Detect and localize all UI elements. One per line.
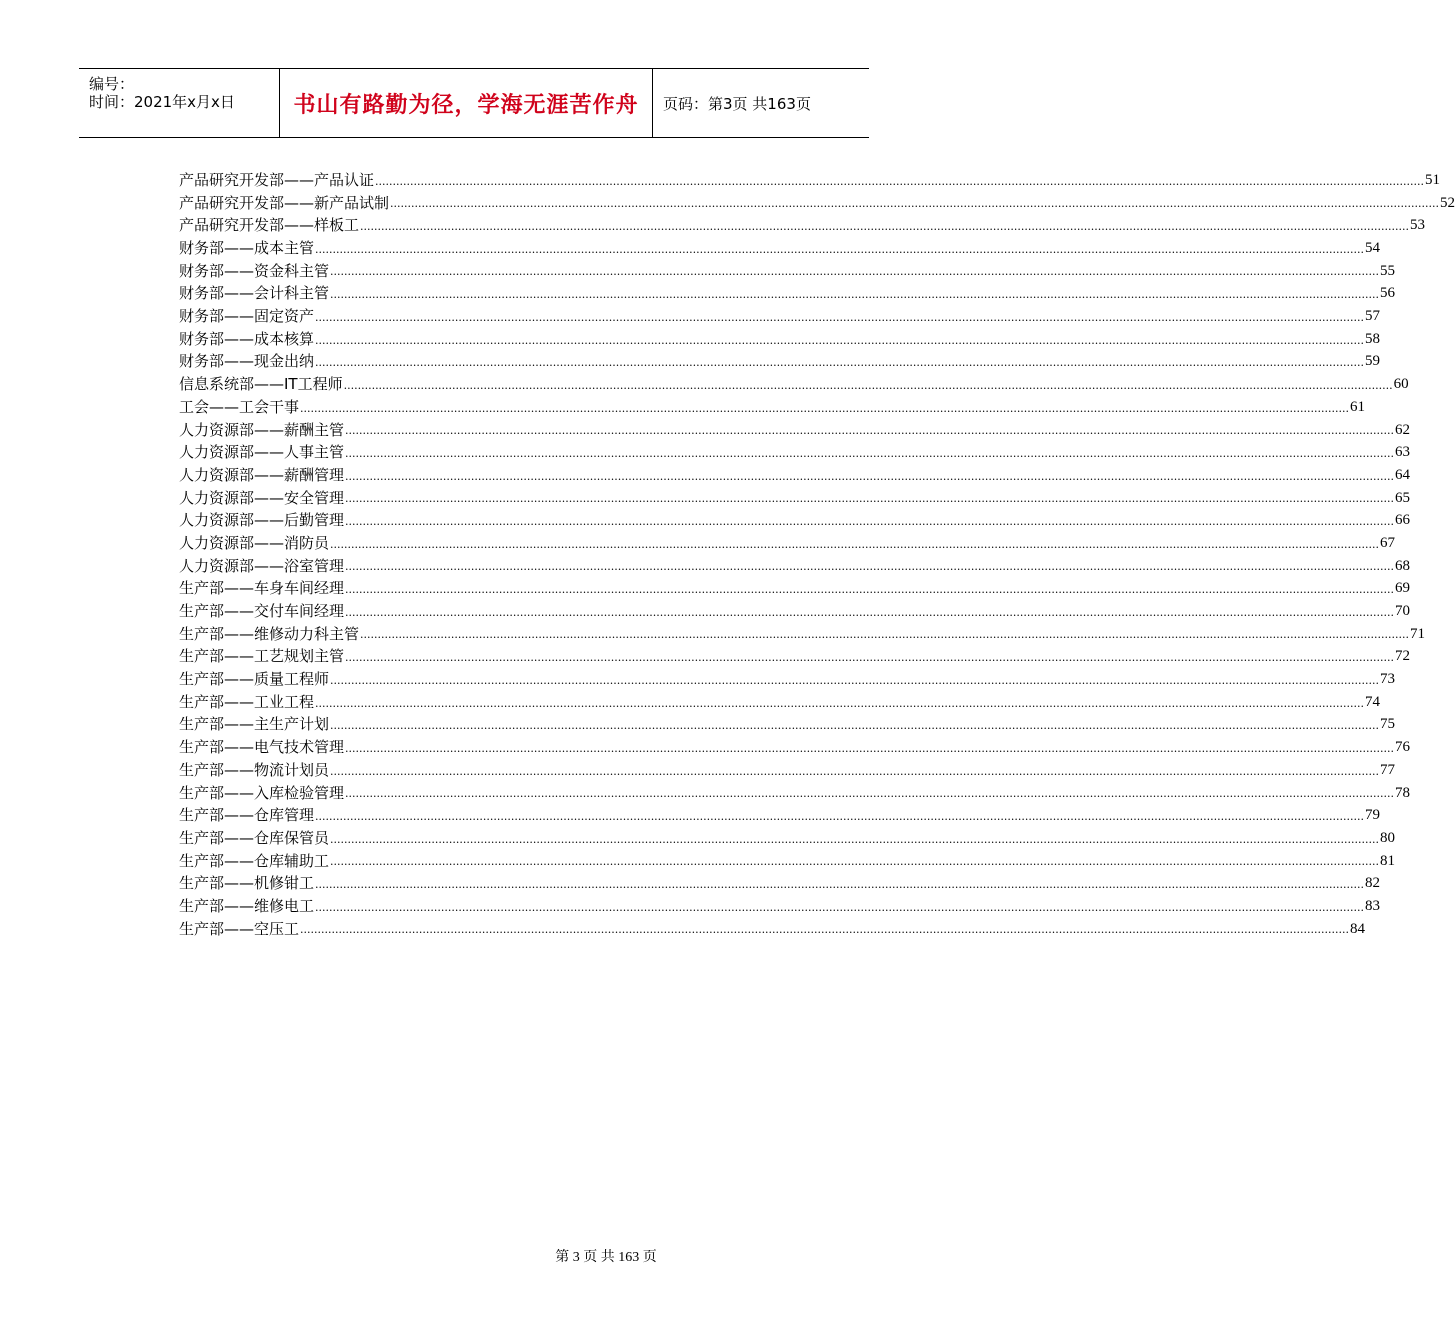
toc-entry[interactable] bbox=[179, 850, 1395, 873]
time-label: 时间：2021年x月x日 bbox=[89, 93, 235, 111]
toc-entry-page: 53 bbox=[1410, 217, 1425, 234]
toc-entry[interactable] bbox=[179, 555, 1410, 578]
toc-entry[interactable] bbox=[179, 759, 1395, 782]
toc-entry[interactable] bbox=[179, 328, 1380, 351]
toc-dot-leader: ............................................................................................................................................................................................................................................................................................................ bbox=[345, 605, 1394, 619]
toc-entry-page: 77 bbox=[1380, 761, 1395, 778]
toc-entry-page: 70 bbox=[1395, 603, 1410, 620]
toc-dot-leader: ............................................................................................................................................................................................................................................................................................................ bbox=[330, 537, 1379, 551]
toc-dot-leader: ............................................................................................................................................................................................................................................................................................................ bbox=[315, 310, 1364, 324]
toc-entry-title: 产品研究开发部——样板工 bbox=[179, 216, 360, 235]
toc-dot-leader: ............................................................................................................................................................................................................................................................................................................ bbox=[330, 673, 1379, 687]
toc-entry-page: 73 bbox=[1380, 671, 1395, 688]
toc-dot-leader: ............................................................................................................................................................................................................................................................................................................ bbox=[330, 288, 1379, 302]
toc-entry-page: 75 bbox=[1380, 716, 1395, 733]
toc-entry-title: 工会——工会干事 bbox=[179, 397, 300, 416]
toc-entry[interactable] bbox=[179, 691, 1380, 714]
toc-entry-page: 52 bbox=[1440, 194, 1455, 211]
toc-entry-page: 55 bbox=[1380, 262, 1395, 279]
toc-dot-leader: ............................................................................................................................................................................................................................................................................................................ bbox=[360, 220, 1409, 234]
toc-entry-page: 82 bbox=[1365, 875, 1380, 892]
toc-dot-leader: ............................................................................................................................................................................................................................................................................................................ bbox=[345, 651, 1394, 665]
toc-entry-title: 生产部——维修动力科主管 bbox=[179, 624, 360, 643]
toc-dot-leader: ............................................................................................................................................................................................................................................................................................................ bbox=[315, 333, 1364, 347]
toc-dot-leader: ............................................................................................................................................................................................................................................................................................................ bbox=[330, 719, 1379, 733]
toc-entry-page: 58 bbox=[1365, 330, 1380, 347]
toc-entry-title: 人力资源部——人事主管 bbox=[179, 443, 345, 462]
header-page-cell bbox=[653, 69, 869, 137]
toc-entry-page: 60 bbox=[1393, 376, 1409, 393]
toc-entry[interactable] bbox=[179, 351, 1380, 374]
toc-entry-title: 生产部——空压工 bbox=[179, 919, 300, 938]
toc-entry[interactable] bbox=[179, 237, 1380, 260]
toc-entry[interactable] bbox=[179, 373, 1409, 396]
toc-entry[interactable] bbox=[179, 192, 1455, 215]
toc-dot-leader: ............................................................................................................................................................................................................................................................................................................ bbox=[345, 787, 1394, 801]
toc-entry-title: 信息系统部——IT工程师 bbox=[179, 375, 343, 394]
toc-entry-page: 59 bbox=[1365, 353, 1380, 370]
toc-entry-page: 83 bbox=[1365, 897, 1380, 914]
toc-dot-leader: ............................................................................................................................................................................................................................................................................................................ bbox=[375, 174, 1424, 188]
toc-entry-title: 生产部——车身车间经理 bbox=[179, 579, 345, 598]
toc-entry-title: 产品研究开发部——产品认证 bbox=[179, 170, 375, 189]
header-meta bbox=[79, 69, 280, 137]
toc-entry-page: 62 bbox=[1395, 421, 1410, 438]
toc-entry-title: 生产部——物流计划员 bbox=[179, 760, 330, 779]
toc-entry-title: 生产部——仓库辅助工 bbox=[179, 851, 330, 870]
toc-entry-title: 财务部——会计科主管 bbox=[179, 284, 330, 303]
toc-entry-title: 生产部——质量工程师 bbox=[179, 670, 330, 689]
toc-entry-page: 63 bbox=[1395, 444, 1410, 461]
toc-entry-title: 生产部——工艺规划主管 bbox=[179, 647, 345, 666]
toc-entry-page: 84 bbox=[1350, 920, 1365, 937]
toc-entry-title: 生产部——仓库保管员 bbox=[179, 828, 330, 847]
toc-dot-leader: ............................................................................................................................................................................................................................................................................................................ bbox=[315, 900, 1364, 914]
toc-entry[interactable] bbox=[179, 782, 1410, 805]
header-motto-cell bbox=[280, 69, 653, 137]
toc-entry[interactable] bbox=[179, 396, 1365, 419]
toc-entry-title: 生产部——电气技术管理 bbox=[179, 738, 345, 757]
toc-entry-page: 54 bbox=[1365, 240, 1380, 257]
toc-entry-title: 产品研究开发部——新产品试制 bbox=[179, 193, 390, 212]
toc-entry[interactable] bbox=[179, 872, 1380, 895]
toc-entry[interactable] bbox=[179, 214, 1425, 237]
toc-dot-leader: ............................................................................................................................................................................................................................................................................................................ bbox=[345, 515, 1394, 528]
toc-dot-leader: ............................................................................................................................................................................................................................................................................................................ bbox=[345, 424, 1394, 438]
toc-entry-title: 财务部——成本主管 bbox=[179, 239, 315, 258]
toc-entry[interactable] bbox=[179, 305, 1380, 328]
toc-dot-leader: ............................................................................................................................................................................................................................................................................................................ bbox=[315, 356, 1364, 370]
toc-entry-title: 人力资源部——薪酬主管 bbox=[179, 420, 345, 439]
toc-entry-title: 人力资源部——浴室管理 bbox=[179, 556, 345, 575]
toc-entry[interactable] bbox=[179, 282, 1395, 305]
toc-entry[interactable] bbox=[179, 532, 1395, 555]
toc-entry-title: 人力资源部——安全管理 bbox=[179, 488, 345, 507]
toc-entry-title: 财务部——资金科主管 bbox=[179, 261, 330, 280]
toc-dot-leader: ............................................................................................................................................................................................................................................................................................................ bbox=[300, 401, 1349, 415]
toc-dot-leader: ............................................................................................................................................................................................................................................................................................................ bbox=[330, 855, 1379, 869]
toc-entry-title: 生产部——机修钳工 bbox=[179, 874, 315, 893]
toc-dot-leader: ............................................................................................................................................................................................................................................................................................................ bbox=[345, 446, 1394, 460]
toc-dot-leader: ............................................................................................................................................................................................................................................................................................................ bbox=[315, 809, 1364, 823]
toc-entry[interactable] bbox=[179, 623, 1425, 646]
toc-entry-page: 69 bbox=[1395, 580, 1410, 597]
toc-dot-leader: ............................................................................................................................................................................................................................................................................................................ bbox=[345, 492, 1394, 506]
toc-entry[interactable] bbox=[179, 464, 1410, 487]
toc-entry-page: 67 bbox=[1380, 534, 1395, 551]
table-of-contents bbox=[179, 169, 1455, 940]
toc-entry-title: 人力资源部——后勤管理 bbox=[179, 511, 345, 530]
toc-dot-leader: ............................................................................................................................................................................................................................................................................................................ bbox=[345, 469, 1394, 483]
toc-dot-leader: ............................................................................................................................................................................................................................................................................................................ bbox=[360, 628, 1409, 642]
toc-dot-leader: ............................................................................................................................................................................................................................................................................................................ bbox=[345, 741, 1394, 755]
toc-entry-page: 61 bbox=[1350, 398, 1365, 415]
toc-entry[interactable] bbox=[179, 600, 1410, 623]
toc-dot-leader: ............................................................................................................................................................................................................................................................................................................ bbox=[300, 923, 1349, 937]
toc-entry-page: 71 bbox=[1410, 625, 1425, 642]
toc-entry-title: 人力资源部——消防员 bbox=[179, 533, 330, 552]
toc-entry-page: 66 bbox=[1395, 512, 1410, 529]
toc-entry[interactable] bbox=[179, 714, 1395, 737]
toc-entry-title: 财务部——成本核算 bbox=[179, 329, 315, 348]
toc-entry-page: 79 bbox=[1365, 807, 1380, 824]
toc-dot-leader: ............................................................................................................................................................................................................................................................................................................ bbox=[315, 878, 1364, 891]
toc-entry-title: 人力资源部——薪酬管理 bbox=[179, 465, 345, 484]
toc-entry[interactable] bbox=[179, 441, 1410, 464]
toc-entry-page: 81 bbox=[1380, 852, 1395, 869]
toc-entry-page: 68 bbox=[1395, 557, 1410, 574]
toc-entry[interactable] bbox=[179, 169, 1440, 192]
toc-entry-title: 财务部——现金出纳 bbox=[179, 352, 315, 371]
page-footer bbox=[0, 1246, 950, 1266]
toc-dot-leader: ............................................................................................................................................................................................................................................................................................................ bbox=[343, 378, 1393, 392]
toc-entry[interactable] bbox=[179, 918, 1365, 941]
toc-entry-page: 65 bbox=[1395, 489, 1410, 506]
header-page-info: 页码：第3页 共163页 bbox=[663, 94, 811, 113]
toc-entry-page: 57 bbox=[1365, 308, 1380, 325]
toc-dot-leader: ............................................................................................................................................................................................................................................................................................................ bbox=[330, 764, 1379, 778]
toc-entry-page: 64 bbox=[1395, 466, 1410, 483]
page-header bbox=[79, 68, 869, 138]
toc-dot-leader: ............................................................................................................................................................................................................................................................................................................ bbox=[345, 560, 1394, 574]
toc-dot-leader: ............................................................................................................................................................................................................................................................................................................ bbox=[330, 832, 1379, 846]
toc-entry-page: 51 bbox=[1425, 171, 1440, 188]
toc-entry[interactable] bbox=[179, 736, 1410, 759]
toc-entry-title: 生产部——工业工程 bbox=[179, 692, 315, 711]
toc-entry-page: 78 bbox=[1395, 784, 1410, 801]
toc-entry-title: 生产部——交付车间经理 bbox=[179, 602, 345, 621]
toc-dot-leader: ............................................................................................................................................................................................................................................................................................................ bbox=[345, 583, 1394, 597]
toc-entry-page: 72 bbox=[1395, 648, 1410, 665]
header-motto: 书山有路勤为径，学海无涯苦作舟 bbox=[293, 92, 639, 118]
toc-entry-page: 76 bbox=[1395, 739, 1410, 756]
toc-entry[interactable] bbox=[179, 260, 1395, 283]
toc-entry[interactable] bbox=[179, 487, 1410, 510]
toc-entry-title: 生产部——仓库管理 bbox=[179, 806, 315, 825]
toc-entry[interactable] bbox=[179, 895, 1380, 918]
toc-entry[interactable] bbox=[179, 645, 1410, 668]
toc-entry-page: 74 bbox=[1365, 693, 1380, 710]
toc-dot-leader: ............................................................................................................................................................................................................................................................................................................ bbox=[390, 197, 1439, 211]
toc-entry-title: 生产部——维修电工 bbox=[179, 896, 315, 915]
toc-entry[interactable] bbox=[179, 804, 1380, 827]
toc-entry-page: 56 bbox=[1380, 285, 1395, 302]
toc-entry[interactable] bbox=[179, 419, 1410, 442]
toc-entry[interactable] bbox=[179, 509, 1410, 532]
toc-entry-title: 生产部——主生产计划 bbox=[179, 715, 330, 734]
number-label: 编号： bbox=[89, 75, 135, 93]
footer-page-number: 第 3 页 共 163 页 bbox=[555, 1250, 657, 1265]
toc-dot-leader: ............................................................................................................................................................................................................................................................................................................ bbox=[330, 265, 1379, 279]
toc-entry[interactable] bbox=[179, 827, 1395, 850]
toc-entry[interactable] bbox=[179, 577, 1410, 600]
toc-entry[interactable] bbox=[179, 668, 1395, 691]
toc-entry-title: 生产部——入库检验管理 bbox=[179, 783, 345, 802]
toc-dot-leader: ............................................................................................................................................................................................................................................................................................................ bbox=[315, 696, 1364, 710]
toc-entry-title: 财务部——固定资产 bbox=[179, 307, 315, 326]
toc-dot-leader: ............................................................................................................................................................................................................................................................................................................ bbox=[315, 242, 1364, 256]
toc-entry-page: 80 bbox=[1380, 829, 1395, 846]
